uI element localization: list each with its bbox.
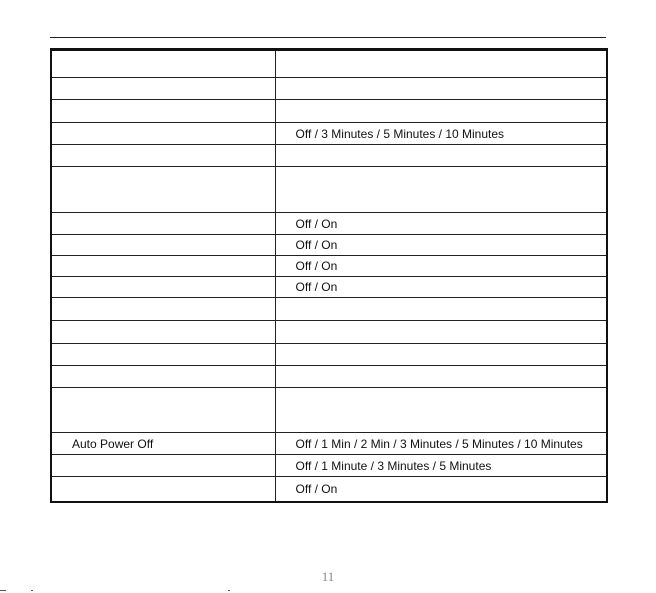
setting-options — [275, 321, 607, 344]
table-row — [51, 167, 607, 213]
table-row — [51, 298, 607, 321]
setting-name — [51, 277, 275, 298]
setting-options: Off / On — [275, 235, 607, 256]
setting-options: Off / 1 Min / 2 Min / 3 Minutes / 5 Minutes / 10 Minutes — [275, 433, 607, 455]
setting-name — [51, 366, 275, 388]
setting-options — [275, 145, 607, 167]
setting-name — [51, 50, 275, 78]
table-row — [51, 235, 607, 256]
setting-name — [51, 235, 275, 256]
setting-name — [51, 100, 275, 123]
table-row — [51, 455, 607, 477]
setting-name — [51, 167, 275, 213]
table-row — [51, 78, 607, 100]
scan-mark — [31, 590, 33, 591]
setting-name — [51, 477, 275, 502]
setting-options — [275, 50, 607, 78]
table-row — [51, 477, 607, 502]
setting-options: Off / On — [275, 277, 607, 298]
setting-options: Off / On — [275, 477, 607, 502]
setting-options — [275, 78, 607, 100]
setting-options — [275, 366, 607, 388]
setting-options — [275, 167, 607, 213]
setting-name — [51, 388, 275, 433]
scan-mark — [0, 590, 6, 591]
setting-name — [51, 455, 275, 477]
table-row — [51, 256, 607, 277]
table-row — [51, 321, 607, 344]
setting-name — [51, 123, 275, 145]
table-row — [51, 145, 607, 167]
setting-name — [51, 78, 275, 100]
setting-options: Off / 3 Minutes / 5 Minutes / 10 Minutes — [275, 123, 607, 145]
setting-options — [275, 344, 607, 366]
table-row — [51, 388, 607, 433]
page-number: 11 — [321, 569, 335, 584]
setting-name — [51, 321, 275, 344]
setting-options — [275, 298, 607, 321]
table-row — [51, 50, 607, 78]
setting-name: Auto Power Off — [51, 433, 275, 455]
header-rule — [50, 37, 606, 38]
setting-name — [51, 344, 275, 366]
setting-options: Off / On — [275, 256, 607, 277]
setting-name — [51, 298, 275, 321]
table-row — [51, 277, 607, 298]
setting-options: Off / On — [275, 213, 607, 235]
table-row — [51, 213, 607, 235]
setting-options — [275, 388, 607, 433]
scan-mark — [228, 590, 230, 591]
table-row — [51, 344, 607, 366]
setting-options: Off / 1 Minute / 3 Minutes / 5 Minutes — [275, 455, 607, 477]
table-row — [51, 366, 607, 388]
setting-name — [51, 145, 275, 167]
table-row — [51, 100, 607, 123]
table-row — [51, 123, 607, 145]
setting-name — [51, 256, 275, 277]
settings-table — [50, 48, 608, 503]
setting-name — [51, 213, 275, 235]
setting-options — [275, 100, 607, 123]
table-row — [51, 433, 607, 455]
